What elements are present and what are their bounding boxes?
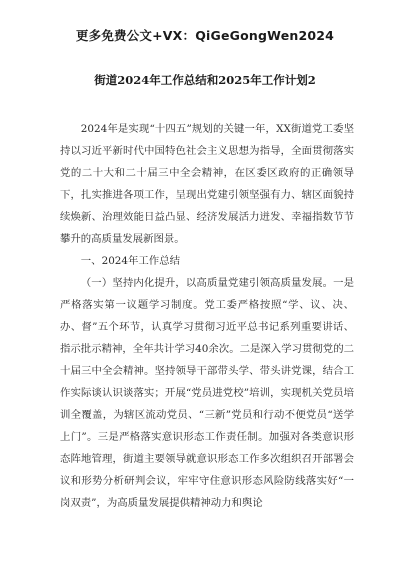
section-paragraph: （一）坚持内化提升，以高质量党建引领高质量发展。一是严格落实第一议题学习制度。党工委严格按照“学、议、决、办、督”五个环节，认真学习贯彻习近平总书记系列重要讲话、指示批示精神，全年共计学习40余次。二是深入学习贯彻党的二十届三中全会精神。坚持领导干部带头学、带头讲党课，结合工作实际谈认识谈落实；开展“党员进党校”培训，实现机关党员培训全覆盖，为辖区流动党员、“三新”党员和行动不便党员“送学上门”。三是严格落实意识形态工作责任制。加强对各类意识形态阵地管理，街道主要领导就意识形态工作多次组织召开部署会议和形势分析研判会议，牢牢守住意识形态风险防线落实好“一岗双责”，为高质量发展提供精神动力和舆论 bbox=[60, 277, 354, 509]
document-body bbox=[60, 118, 354, 514]
document-title: 街道2024年工作总结和2025年工作计划2 bbox=[94, 73, 316, 87]
promo-banner: 更多免费公文+VX：QiGeGongWen2024 bbox=[75, 28, 335, 43]
section-heading: 一、2024年工作总结 bbox=[80, 255, 180, 267]
intro-paragraph: 2024年是实现“十四五”规划的关键一年，XX街道党工委坚持以习近平新时代中国特色社会主义思想为指导，全面贯彻落实党的二十大和二十届三中全会精神，在区委区政府的正确领导下，扎实推进各项工作，呈现出党建引领坚强有力、辖区面貌持续焕新、治理效能日益凸显、经济发展活力迸发、幸福指数节节攀升的高质量发展新图景。 bbox=[60, 123, 354, 245]
